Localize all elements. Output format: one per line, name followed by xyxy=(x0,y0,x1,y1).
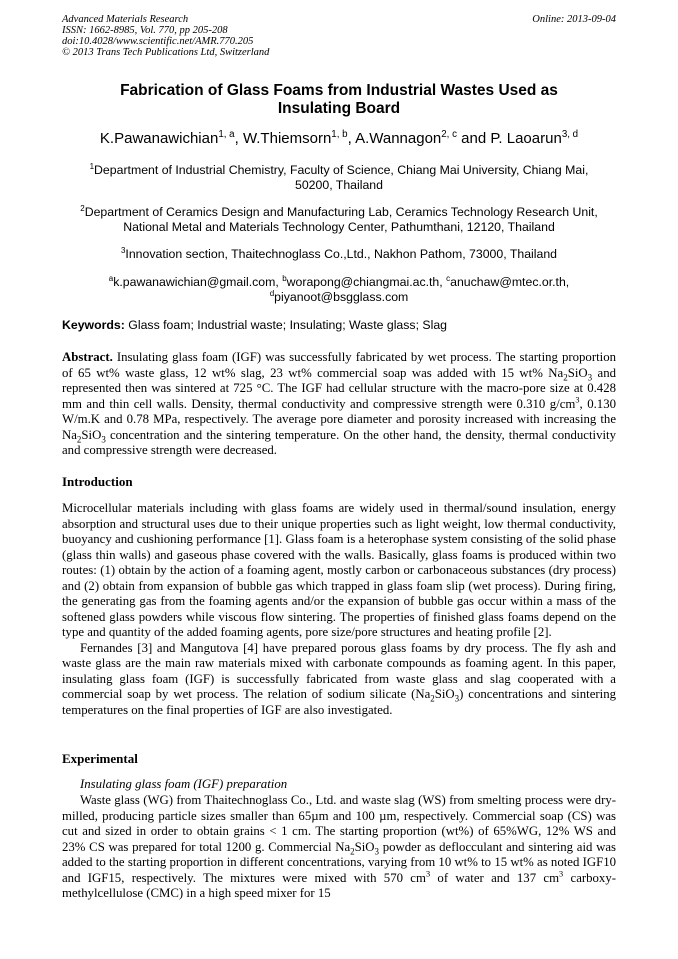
paragraph-text: ) concentrations and sintering temperatures on the final properties of IGF are also investigated. xyxy=(62,687,616,717)
section-heading-introduction: Introduction xyxy=(62,474,133,489)
subsection-heading: Insulating glass foam (IGF) preparation xyxy=(80,777,288,791)
experimental-paragraph xyxy=(62,793,616,902)
keywords xyxy=(62,318,616,333)
introduction-paragraph xyxy=(62,641,616,719)
affiliation-1 xyxy=(62,163,616,193)
affiliation-2 xyxy=(62,205,616,235)
author-name: A.Wannagon xyxy=(355,130,442,147)
author-separator: , xyxy=(234,130,243,147)
author-affiliation-marker: 3, d xyxy=(561,129,579,140)
affiliation-text: Department of Industrial Chemistry, Faculty of Science, Chiang Mai University, Chiang Mai, xyxy=(94,163,589,177)
journal-doi: doi:10.4028/www.scientific.net/AMR.770.205 xyxy=(62,36,254,47)
paragraph-text: SiO xyxy=(434,687,455,701)
author-affiliation-marker: 2, c xyxy=(441,129,457,140)
email-link[interactable]: k.pawanawichian@gmail.com, xyxy=(113,275,283,289)
keywords-label: Keywords: xyxy=(62,318,125,332)
title-line-2: Insulating Board xyxy=(277,100,401,117)
email-link[interactable]: worapong@chiangmai.ac.th, xyxy=(286,275,447,289)
email-link[interactable]: anuchaw@mtec.or.th, xyxy=(450,275,570,289)
paragraph-text: carboxy-methylcellulose (CMC) in a high speed mixer for 15 xyxy=(62,870,616,900)
affiliation-text: Innovation section, Thaitechnoglass Co.,Ltd., Nakhon Pathom, 73000, Thailand xyxy=(125,247,558,261)
author-name: W.Thiemsorn xyxy=(242,130,332,147)
abstract xyxy=(62,350,616,459)
email-marker: b xyxy=(282,273,287,283)
author-name: P. Laoarun xyxy=(490,130,562,147)
journal-copyright: © 2013 Trans Tech Publications Ltd, Switzerland xyxy=(62,47,270,58)
superscript: 3 xyxy=(425,869,431,879)
superscript: 3 xyxy=(575,395,580,405)
abstract-text: SiO xyxy=(81,427,102,442)
author-separator: , xyxy=(347,130,356,147)
section-heading-experimental: Experimental xyxy=(62,751,138,766)
subscript: 3 xyxy=(374,846,380,857)
abstract-text: SiO xyxy=(567,365,588,380)
author-name: K.Pawanawichian xyxy=(99,130,219,147)
abstract-text: concentration and the sintering temperature. On the other hand, the density, thermal conductivity and compressive strength were decreased. xyxy=(62,427,616,457)
email-marker: d xyxy=(269,288,275,298)
subscript: 2 xyxy=(430,693,435,704)
keywords-text: Glass foam; Industrial waste; Insulating; Waste glass; Slag xyxy=(124,318,448,332)
journal-issn: ISSN: 1662-8985, Vol. 770, pp 205-208 xyxy=(62,25,228,36)
experimental-body xyxy=(62,793,616,902)
affiliation-text: Department of Ceramics Design and Manufacturing Lab, Ceramics Technology Research Unit, xyxy=(84,205,598,219)
subscript: 2 xyxy=(563,372,568,383)
title-line-1: Fabrication of Glass Foams from Industrial Wastes Used as xyxy=(120,82,558,99)
abstract-text: and represented then was sintered at 725 °C. The IGF had cellular structure with the macro-pore size at 0.428 mm and thin cell walls. Density, thermal conductivity and compressive strength were 0.310 g/cm xyxy=(62,365,616,411)
paragraph-text: SiO xyxy=(354,839,375,854)
subscript: 3 xyxy=(101,434,106,445)
abstract-text: Insulating glass foam (IGF) was successfully fabricated by wet process. The starting proportion of 65 wt% waste glass, 12 wt% slag, 23 wt% commercial soap was added with 15 wt% Na xyxy=(62,350,616,380)
author-affiliation-marker: 1, b xyxy=(331,129,348,140)
paragraph-text: Fernandes [3] and Mangutova [4] have prepared porous glass foams by dry process. The fly ash and waste glass are the main raw materials mixed with carbonate compounds as foaming agent. In this paper, insulating glass foam (IGF) is successfully fabricated from waste glass and slag cooperated with a commercial soap by wet process. The relation of sodium silicate (Na xyxy=(62,640,616,701)
author-separator: and xyxy=(456,130,491,147)
online-date: Online: 2013-09-04 xyxy=(532,14,616,25)
subscript: 2 xyxy=(76,434,82,445)
introduction-body xyxy=(62,501,616,718)
subscript: 3 xyxy=(587,372,593,383)
subscript: 2 xyxy=(350,846,355,857)
author-list xyxy=(62,130,616,148)
affiliation-marker: 1 xyxy=(89,161,95,171)
introduction-paragraph: Microcellular materials including with glass foams are widely used in thermal/sound insulation, energy absorption and structural uses due to their unique properties such as light weight, low thermal conductivity, buoyancy and cushioning performance [1]. Glass foam is a heterophase system consisting of the solid phase (glass thin walls) and gaseous phase covered with the walls. Basically, glass foams is produced within two routes: (1) obtain by the action of a foaming agent, mostly carbon or carbonaceous substances (dry process) and (2) obtain from expansion of bubble gas which trapped in glass foam slip (wet process). During firing, the generating gas from the foaming agents and/or the expansion of bubble gas occur within a mass of the softened glass powders while viscous flow sintering. The properties of finished glass foams depend on the type and quantity of the added foaming agents, pore size/pore structures and heating profile [2]. xyxy=(62,501,616,639)
superscript: 3 xyxy=(559,869,564,879)
email-link[interactable]: piyanoot@bsgglass.com xyxy=(274,290,409,304)
author-emails xyxy=(62,275,616,305)
abstract-label: Abstract. xyxy=(62,350,113,364)
affiliation-3 xyxy=(62,247,616,262)
author-affiliation-marker: 1, a xyxy=(218,129,235,140)
affiliation-marker: 3 xyxy=(120,245,126,255)
journal-name: Advanced Materials Research xyxy=(62,14,189,25)
paragraph-text: Waste glass (WG) from Thaitechnoglass Co., Ltd. and waste slag (WS) from smelting process were dry-milled, producing particle sizes smaller than 65µm and 100 µm, respectively. Commercial soap (CS) was cut and sized in order to obtain grains < 1 cm. The starting proportion (wt%) of 65%WG, 12% WS and 23% CS was prepared for total 1200 g. Commercial Na xyxy=(62,793,616,854)
journal-header xyxy=(62,14,616,58)
subscript: 3 xyxy=(454,693,460,704)
affiliation-text: 50200, Thailand xyxy=(295,178,383,192)
affiliation-text: National Metal and Materials Technology Center, Pathumthani, 12120, Thailand xyxy=(123,220,555,234)
email-marker: a xyxy=(108,273,114,283)
paper-title xyxy=(62,82,616,118)
paragraph-text: of water and 137 cm xyxy=(430,870,560,885)
paragraph-text: powder as deflocculant and sintering aid was added to the starting proportion in different concentrations, varying from 10 wt% to 15 wt% as noted IGF10 and IGF15, respectively. The mixtures were mixed with 570 cm xyxy=(62,839,617,885)
abstract-text: , 0.130 W/m.K and 0.78 MPa, respectively. The average pore diameter and porosity increased with increasing the Na xyxy=(62,396,616,442)
affiliation-marker: 2 xyxy=(80,203,85,213)
email-marker: c xyxy=(446,273,451,283)
